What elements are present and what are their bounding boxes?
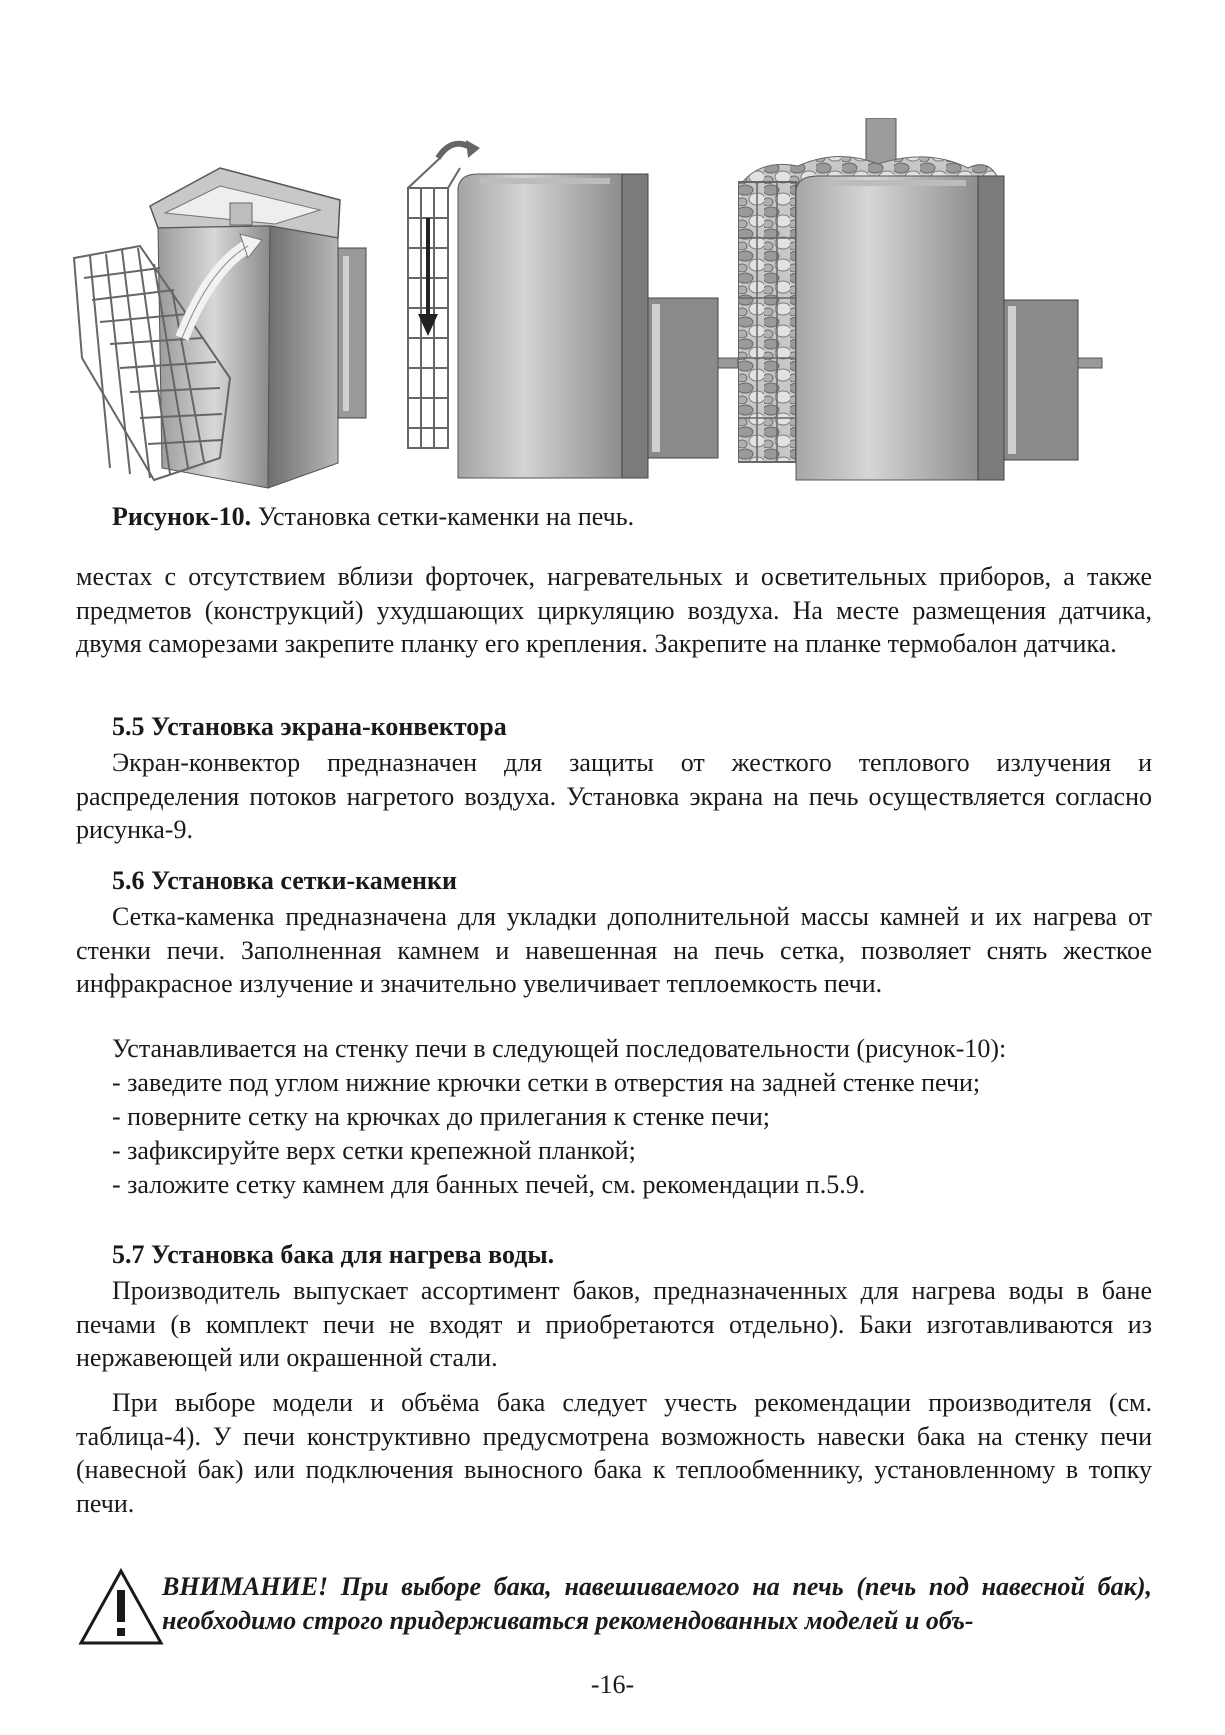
paragraph-5-5-text: Экран-конвектор предназначен для защиты от жесткого теплового излучения и распределения потоков нагретого воздуха. Установка экрана на печь осуществляется согласно рисунка-9. <box>76 748 1152 844</box>
paragraph-5-7-a-text: Производитель выпускает ассортимент баков, предназначенных для нагрева воды в бане печами (в комплект печи не входят и приобретаются отдельно). Баки изготавливаются из нержавеющей или окрашенной стали. <box>76 1276 1152 1372</box>
stove-stone-basket-illustration <box>738 118 1160 498</box>
paragraph-5-5 <box>76 746 1152 847</box>
heading-5-7: 5.7 Установка бака для нагрева воды. <box>112 1240 555 1269</box>
paragraph-5-7-b-text: При выборе модели и объёма бака следует учесть рекомендации производителя (см. таблица-4). У печи конструктивно предусмотрена возможность навески бака на стенку печи (навесной бак) или подключения выносного бака к теплообменнику, установленному в топку печи. <box>76 1388 1152 1518</box>
warning-text: ВНИМАНИЕ! При выборе бака, навешиваемого на печь (печь под навесной бак), необходимо строго придерживаться рекомендованных моделей и объ- <box>162 1572 1152 1635</box>
paragraph-5-7-b <box>76 1386 1152 1520</box>
paragraph-continuation: местах с отсутствием вблизи форточек, нагревательных и осветительных приборов, а также предметов (конструкций) ухудшающих циркуляцию воздуха. На месте размещения датчика, двумя саморезами закрепите планку его крепления. Закрепите на планке термобалон датчика. <box>76 562 1152 658</box>
stove-basket-angled-illustration <box>70 118 410 498</box>
install-step: - зафиксируйте верх сетки крепежной планкой; <box>112 1136 636 1165</box>
basket-rotating-illustration <box>400 118 770 498</box>
paragraph-5-7-a <box>76 1274 1152 1375</box>
install-step: - заведите под углом нижние крючки сетки в отверстия на задней стенке печи; <box>112 1068 981 1097</box>
heading-5-5: 5.5 Установка экрана-конвектора <box>112 712 507 741</box>
install-intro: Устанавливается на стенку печи в следующей последовательности (рисунок-10): <box>112 1034 1007 1063</box>
page-number: -16- <box>590 1670 635 1699</box>
install-step: - поверните сетку на крючках до прилегания к стенке печи; <box>112 1102 770 1131</box>
paragraph-5-6-text: Сетка-каменка предназначена для укладки дополнительной массы камней и их нагрева от стенки печи. Заполненная камнем и навешенная на печь сетка, позволяет снять жесткое инфракрасное излучение и значительно увеличивает теплоемкость печи. <box>76 902 1152 998</box>
paragraph-5-6 <box>76 900 1152 1001</box>
figure-10 <box>70 118 1160 498</box>
figure-caption-text: Установка сетки-каменки на печь. <box>251 502 635 531</box>
figure-caption-label: Рисунок-10. <box>112 502 252 531</box>
install-step: - заложите сетку камнем для банных печей, см. рекомендации п.5.9. <box>112 1170 866 1199</box>
heading-5-6: 5.6 Установка сетки-каменки <box>112 866 457 895</box>
figure-caption <box>112 502 634 532</box>
warning-triangle-icon <box>78 1568 164 1646</box>
